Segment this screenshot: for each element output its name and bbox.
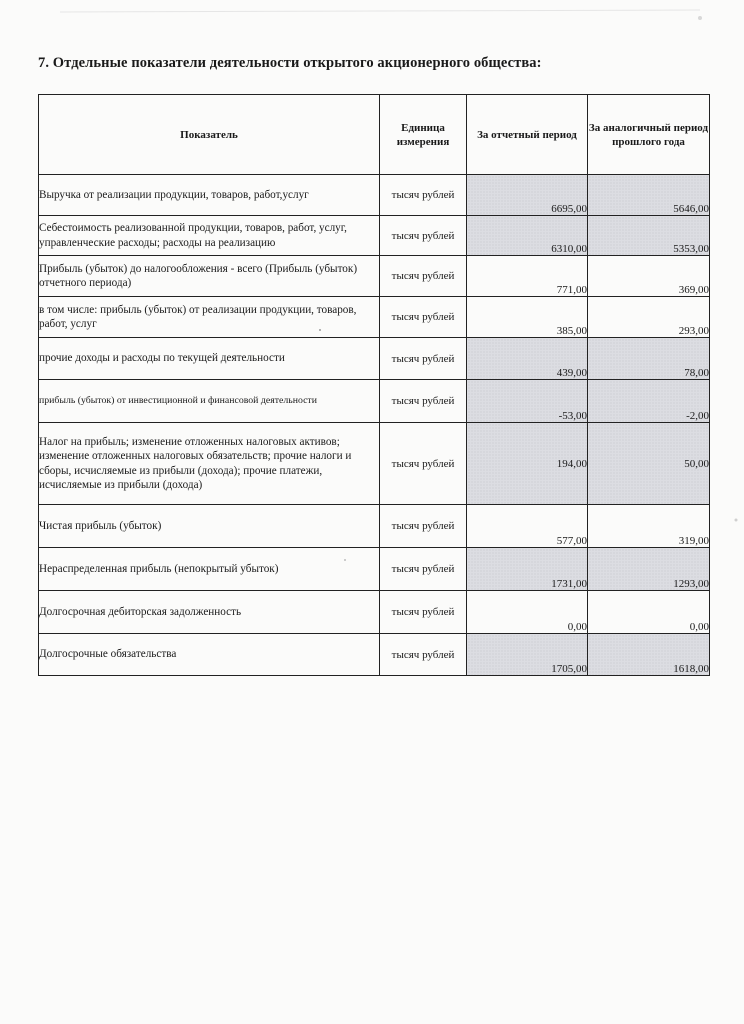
row-unit: тысяч рублей [380, 423, 467, 505]
row-indicator-name: Налог на прибыль; изменение отложенных налоговых активов; изменение отложенных налоговых обязательств; прочие налоги и сборы, исчисляемые из прибыли (дохода); прочие платежи, исчисляемые из прибыли (дохода) [39, 423, 380, 505]
row-unit: тысяч рублей [380, 591, 467, 634]
row-previous-value: 0,00 [588, 591, 710, 634]
table-row [39, 505, 710, 548]
header-unit: Единица измерения [380, 95, 467, 175]
row-indicator-name: прибыль (убыток) от инвестиционной и финансовой деятельности [39, 380, 380, 423]
row-unit: тысяч рублей [380, 548, 467, 591]
row-unit: тысяч рублей [380, 256, 467, 297]
table-row [39, 380, 710, 423]
row-current-value: 6310,00 [467, 216, 588, 256]
row-previous-value: 78,00 [588, 338, 710, 380]
row-current-value: 1731,00 [467, 548, 588, 591]
row-unit: тысяч рублей [380, 216, 467, 256]
indicators-table [38, 94, 710, 676]
table-header-row [39, 95, 710, 175]
row-indicator-name: Долгосрочная дебиторская задолженность [39, 591, 380, 634]
table-row [39, 216, 710, 256]
row-previous-value: 50,00 [588, 423, 710, 505]
row-current-value: 1705,00 [467, 634, 588, 676]
table-row [39, 338, 710, 380]
table-row [39, 548, 710, 591]
row-indicator-name: Долгосрочные обязательства [39, 634, 380, 676]
row-previous-value: 1618,00 [588, 634, 710, 676]
row-current-value: -53,00 [467, 380, 588, 423]
row-current-value: 771,00 [467, 256, 588, 297]
table-row [39, 297, 710, 338]
table-row [39, 423, 710, 505]
row-previous-value: 5353,00 [588, 216, 710, 256]
row-indicator-name: Нераспределенная прибыль (непокрытый убыток) [39, 548, 380, 591]
row-previous-value: 5646,00 [588, 175, 710, 216]
header-previous-period: За аналогичный период прошлого года [588, 95, 710, 175]
row-current-value: 385,00 [467, 297, 588, 338]
row-indicator-name: прочие доходы и расходы по текущей деятельности [39, 338, 380, 380]
row-current-value: 439,00 [467, 338, 588, 380]
table-row [39, 256, 710, 297]
table-row [39, 591, 710, 634]
row-indicator-name: Чистая прибыль (убыток) [39, 505, 380, 548]
row-unit: тысяч рублей [380, 175, 467, 216]
row-unit: тысяч рублей [380, 380, 467, 423]
row-current-value: 6695,00 [467, 175, 588, 216]
table-row [39, 175, 710, 216]
row-indicator-name: Прибыль (убыток) до налогообложения - всего (Прибыль (убыток) отчетного периода) [39, 256, 380, 297]
header-indicator: Показатель [39, 95, 380, 175]
section-title: 7. Отдельные показатели деятельности открытого акционерного общества: [38, 55, 542, 71]
row-unit: тысяч рублей [380, 297, 467, 338]
row-previous-value: -2,00 [588, 380, 710, 423]
row-previous-value: 369,00 [588, 256, 710, 297]
row-indicator-name: в том числе: прибыль (убыток) от реализации продукции, товаров, работ, услуг [39, 297, 380, 338]
row-current-value: 577,00 [467, 505, 588, 548]
row-current-value: 0,00 [467, 591, 588, 634]
row-indicator-name: Себестоимость реализованной продукции, товаров, работ, услуг, управленческие расходы; расходы на реализацию [39, 216, 380, 256]
table-row [39, 634, 710, 676]
row-unit: тысяч рублей [380, 338, 467, 380]
row-previous-value: 319,00 [588, 505, 710, 548]
header-current-period: За отчетный период [467, 95, 588, 175]
row-unit: тысяч рублей [380, 505, 467, 548]
row-current-value: 194,00 [467, 423, 588, 505]
row-indicator-name: Выручка от реализации продукции, товаров, работ,услуг [39, 175, 380, 216]
row-previous-value: 1293,00 [588, 548, 710, 591]
row-unit: тысяч рублей [380, 634, 467, 676]
row-previous-value: 293,00 [588, 297, 710, 338]
